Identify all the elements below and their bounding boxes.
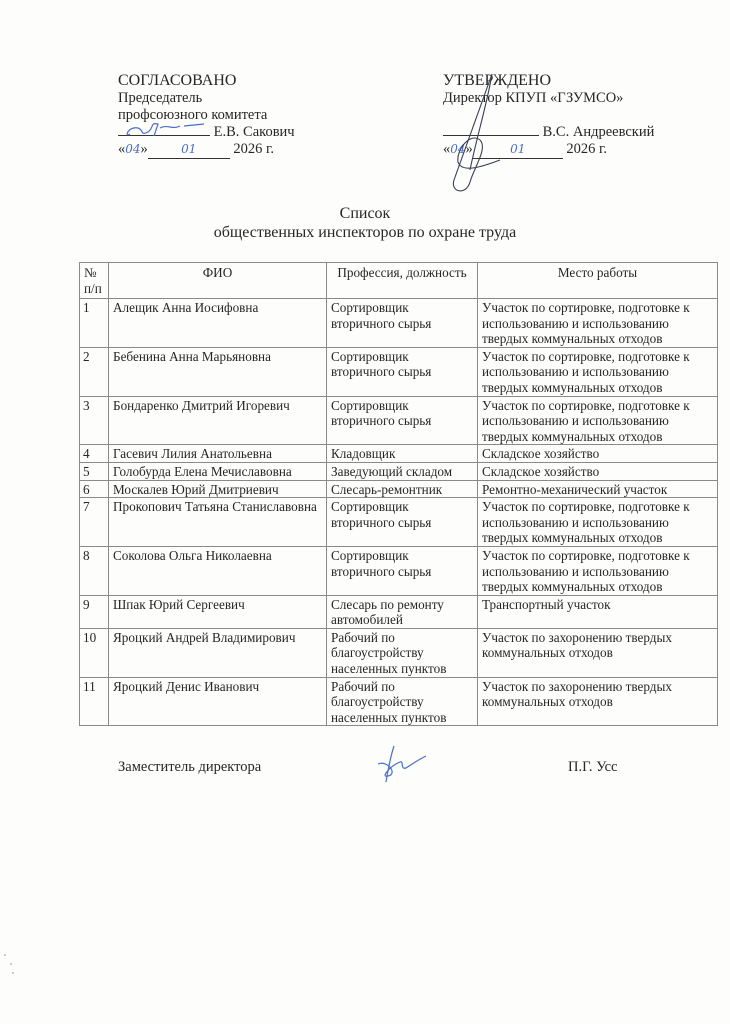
cell-position: Сортировщик вторичного сырья [327,546,478,595]
cell-workplace: Участок по сортировке, подготовке к использованию и использованию твердых коммунальных отходов [478,347,718,396]
cell-workplace: Участок по сортировке, подготовке к использованию и использованию твердых коммунальных отходов [478,299,718,348]
agreed-signer: Е.В. Сакович [213,124,295,140]
date-quote-close: » [140,141,148,157]
cell-name: Москалев Юрий Дмитриевич [109,480,327,498]
scan-speck [10,963,12,965]
cell-name: Яроцкий Денис Иванович [109,677,327,726]
cell-workplace: Участок по захоронению твердых коммунальных отходов [478,677,718,726]
date-day: 04 [125,142,141,156]
signature-blank [118,135,210,136]
cell-name: Бебенина Анна Марьяновна [109,347,327,396]
approved-signature-line [443,124,654,141]
cell-position: Кладовщик [327,445,478,463]
header-position: Профессия, должность [327,263,478,299]
cell-number: 10 [80,628,109,677]
document-title [0,204,730,242]
cell-position: Слесарь по ремонту автомобилей [327,595,478,628]
date-month-field [148,141,230,159]
header-number: № п/п [80,263,109,299]
table-row [80,677,718,726]
agreed-line2: профсоюзного комитета [118,107,268,123]
cell-number: 1 [80,299,109,348]
table-row [80,498,718,547]
cell-number: 4 [80,445,109,463]
cell-number: 6 [80,480,109,498]
approved-date [443,141,654,159]
table-body [80,299,718,726]
inspectors-table [79,262,718,726]
table-row [80,480,718,498]
date-quote-close: » [465,141,473,157]
signature-blank [443,135,539,136]
date-month-field [473,141,563,159]
table-row [80,546,718,595]
approved-signer: В.С. Андреевский [542,124,655,140]
cell-name: Алещик Анна Иосифовна [109,299,327,348]
date-year: 2026 г. [566,141,607,157]
cell-workplace: Участок по сортировке, подготовке к использованию и использованию твердых коммунальных отходов [478,546,718,595]
cell-number: 5 [80,462,109,480]
cell-workplace: Складское хозяйство [478,462,718,480]
cell-number: 3 [80,396,109,445]
agreed-block [118,72,295,159]
cell-name: Бондаренко Дмитрий Игоревич [109,396,327,445]
table-row [80,299,718,348]
cell-position: Сортировщик вторичного сырья [327,396,478,445]
scan-speck [12,972,14,974]
date-month: 01 [181,142,197,156]
agreed-signature-line [118,124,295,141]
cell-number: 8 [80,546,109,595]
cell-number: 9 [80,595,109,628]
date-day: 04 [450,142,466,156]
cell-name: Голобурда Елена Мечиславовна [109,462,327,480]
cell-name: Шпак Юрий Сергеевич [109,595,327,628]
cell-position: Сортировщик вторичного сырья [327,498,478,547]
signature-uss [370,744,430,784]
cell-name: Яроцкий Андрей Владимирович [109,628,327,677]
cell-position: Сортировщик вторичного сырья [327,299,478,348]
cell-name: Гасевич Лилия Анатольевна [109,445,327,463]
cell-position: Заведующий складом [327,462,478,480]
table-header-row [80,263,718,299]
approved-heading: УТВЕРЖДЕНО [443,72,552,89]
approved-line1: Директор КПУП «ГЗУМСО» [443,90,624,106]
header-name: ФИО [109,263,327,299]
date-quote-open: « [443,141,451,157]
header-workplace: Место работы [478,263,718,299]
cell-position: Слесарь-ремонтник [327,480,478,498]
date-year: 2026 г. [233,141,274,157]
cell-number: 7 [80,498,109,547]
table-row [80,628,718,677]
cell-name: Прокопович Татьяна Станиславовна [109,498,327,547]
table-row [80,462,718,480]
date-quote-open: « [118,141,126,157]
table-row [80,347,718,396]
cell-workplace: Транспортный участок [478,595,718,628]
agreed-date [118,141,295,159]
cell-name: Соколова Ольга Николаевна [109,546,327,595]
cell-position: Рабочий по благоустройству населенных пунктов [327,628,478,677]
title-line2: общественных инспекторов по охране труда [213,224,517,241]
cell-workplace: Ремонтно-механический участок [478,480,718,498]
table-row [80,396,718,445]
approved-block [443,72,654,159]
cell-workplace: Участок по захоронению твердых коммунальных отходов [478,628,718,677]
table-row [80,445,718,463]
agreed-heading: СОГЛАСОВАНО [118,72,237,89]
scan-speck [4,954,6,956]
cell-position: Рабочий по благоустройству населенных пунктов [327,677,478,726]
table-row [80,595,718,628]
cell-number: 11 [80,677,109,726]
spacer [443,107,654,124]
footer-signer: П.Г. Усс [568,759,618,775]
cell-workplace: Складское хозяйство [478,445,718,463]
date-month: 01 [510,142,526,156]
cell-workplace: Участок по сортировке, подготовке к использованию и использованию твердых коммунальных отходов [478,396,718,445]
cell-workplace: Участок по сортировке, подготовке к использованию и использованию твердых коммунальных отходов [478,498,718,547]
title-line1: Список [339,205,391,222]
footer-role: Заместитель директора [118,759,262,775]
agreed-line1: Председатель [118,90,203,106]
cell-number: 2 [80,347,109,396]
cell-position: Сортировщик вторичного сырья [327,347,478,396]
